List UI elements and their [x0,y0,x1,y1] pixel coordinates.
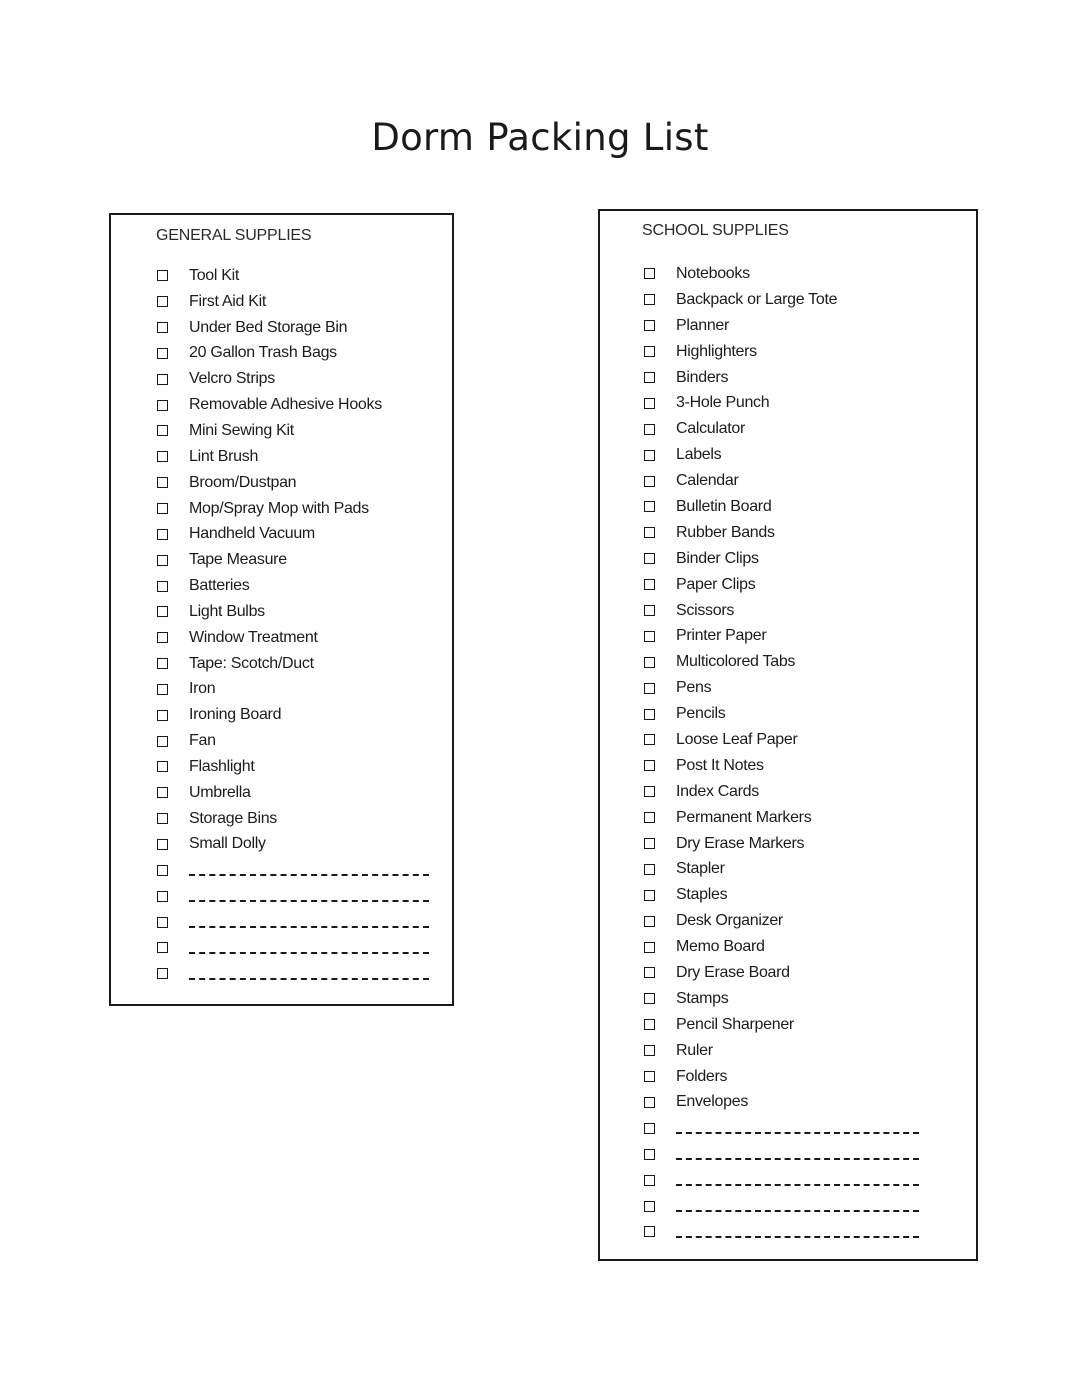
checkbox[interactable] [157,658,168,669]
item-label: Notebooks [676,264,750,282]
item-label: Batteries [189,577,250,595]
checklist-item [644,442,964,468]
item-label: 3-Hole Punch [676,394,770,412]
item-label: First Aid Kit [189,292,267,310]
checklist-item [644,287,964,313]
checkbox[interactable] [644,294,655,305]
checkbox[interactable] [644,476,655,487]
checkbox[interactable] [157,400,168,411]
checkbox[interactable] [157,503,168,514]
item-label: Bulletin Board [676,497,772,515]
item-label: Pencils [676,705,726,723]
general-supplies-list [157,263,437,987]
write-in-line[interactable] [189,874,429,876]
blank-checklist-item [644,1141,964,1167]
item-label: Light Bulbs [189,602,265,620]
checkbox[interactable] [644,760,655,771]
item-label: 20 Gallon Trash Bags [189,344,337,362]
checkbox[interactable] [644,1019,655,1030]
item-label: Mop/Spray Mop with Pads [189,499,369,517]
item-label: Calendar [676,472,739,490]
checkbox[interactable] [644,372,655,383]
checklist-item [644,572,964,598]
checklist-item [644,908,964,934]
item-label: Planner [676,316,730,334]
checkbox[interactable] [157,555,168,566]
checkbox[interactable] [644,1226,655,1237]
checkbox[interactable] [644,320,655,331]
checkbox[interactable] [157,917,168,928]
checkbox[interactable] [644,631,655,642]
blank-checklist-item [644,1115,964,1141]
item-label: Velcro Strips [189,370,275,388]
checklist-item [644,365,964,391]
item-label: Highlighters [676,342,757,360]
checklist-item [157,263,437,289]
checklist-item [157,392,437,418]
checkbox[interactable] [157,270,168,281]
write-in-line[interactable] [189,978,429,980]
checkbox[interactable] [157,632,168,643]
item-label: Handheld Vacuum [189,525,315,543]
checklist-item [644,261,964,287]
checklist-item [644,598,964,624]
checkbox[interactable] [157,684,168,695]
item-label: Stapler [676,860,725,878]
checkbox[interactable] [644,605,655,616]
item-label: Backpack or Large Tote [676,290,838,308]
checkbox[interactable] [157,813,168,824]
checkbox[interactable] [644,967,655,978]
checkbox[interactable] [644,1123,655,1134]
checkbox[interactable] [644,838,655,849]
item-label: Lint Brush [189,447,259,465]
blank-checklist-item [157,909,437,935]
checkbox[interactable] [644,734,655,745]
blank-checklist-item [644,1219,964,1245]
checklist-item [644,1064,964,1090]
checklist-item [644,649,964,675]
checkbox[interactable] [157,761,168,772]
item-label: Tool Kit [189,266,240,284]
checklist-item [157,780,437,806]
checklist-item [157,651,437,677]
checkbox[interactable] [644,398,655,409]
checklist-item [644,856,964,882]
checkbox[interactable] [644,579,655,590]
checkbox[interactable] [644,890,655,901]
checkbox[interactable] [644,501,655,512]
checkbox[interactable] [157,606,168,617]
item-label: Desk Organizer [676,912,783,930]
checkbox[interactable] [644,993,655,1004]
checkbox[interactable] [644,1175,655,1186]
checkbox[interactable] [644,786,655,797]
checkbox[interactable] [157,322,168,333]
checkbox[interactable] [157,451,168,462]
checklist-item [644,1038,964,1064]
checkbox[interactable] [644,1201,655,1212]
checklist-item [644,753,964,779]
item-label: Ruler [676,1041,713,1059]
item-label: Folders [676,1067,728,1085]
checkbox[interactable] [644,942,655,953]
checkbox[interactable] [644,1149,655,1160]
item-label: Paper Clips [676,575,756,593]
checklist-item [644,520,964,546]
write-in-line[interactable] [676,1210,919,1212]
checkbox[interactable] [644,812,655,823]
section-header: GENERAL SUPPLIES [156,227,312,244]
item-label: Removable Adhesive Hooks [189,396,382,414]
checkbox[interactable] [644,450,655,461]
checklist-item [644,727,964,753]
checkbox[interactable] [157,425,168,436]
item-label: Flashlight [189,757,255,775]
checkbox[interactable] [644,424,655,435]
checkbox[interactable] [157,942,168,953]
blank-checklist-item [157,883,437,909]
write-in-line[interactable] [189,900,429,902]
checklist-item [157,573,437,599]
write-in-line[interactable] [676,1236,919,1238]
checklist-item [644,882,964,908]
checklist-item [157,521,437,547]
item-label: Labels [676,446,722,464]
checklist-item [157,366,437,392]
checkbox[interactable] [644,1097,655,1108]
checklist-item [157,754,437,780]
checkbox[interactable] [157,787,168,798]
checklist-item [157,702,437,728]
item-label: Scissors [676,601,735,619]
checkbox[interactable] [157,348,168,359]
item-label: Binder Clips [676,549,759,567]
item-label: Multicolored Tabs [676,653,796,671]
item-label: Staples [676,886,728,904]
checklist-item [644,675,964,701]
item-label: Memo Board [676,938,765,956]
blank-checklist-item [157,961,437,987]
write-in-line[interactable] [189,952,429,954]
checkbox[interactable] [157,891,168,902]
checklist-item [644,701,964,727]
item-label: Printer Paper [676,627,767,645]
blank-checklist-item [157,935,437,961]
checkbox[interactable] [157,839,168,850]
checklist-item [157,470,437,496]
write-in-line[interactable] [676,1158,919,1160]
checkbox[interactable] [644,553,655,564]
item-label: Umbrella [189,783,251,801]
checkbox[interactable] [644,527,655,538]
item-label: Loose Leaf Paper [676,730,798,748]
checklist-item [644,960,964,986]
item-label: Fan [189,732,216,750]
school-supplies-section [598,209,978,1261]
checkbox[interactable] [644,268,655,279]
item-label: Post It Notes [676,756,764,774]
item-label: Pens [676,679,712,697]
item-label: Iron [189,680,216,698]
checklist-item [157,315,437,341]
checklist-item [157,289,437,315]
item-label: Permanent Markers [676,808,812,826]
item-label: Binders [676,368,729,386]
checklist-item [157,625,437,651]
checkbox[interactable] [157,710,168,721]
checklist-item [157,599,437,625]
checklist-item [644,831,964,857]
checklist-item [644,494,964,520]
checklist-item [644,339,964,365]
item-label: Broom/Dustpan [189,473,297,491]
item-label: Window Treatment [189,628,318,646]
item-label: Dry Erase Board [676,963,790,981]
blank-checklist-item [644,1167,964,1193]
checkbox[interactable] [157,374,168,385]
item-label: Pencil Sharpener [676,1015,794,1033]
general-supplies-section [109,213,454,1006]
item-label: Tape Measure [189,551,287,569]
checkbox[interactable] [157,968,168,979]
checklist-item [157,728,437,754]
checklist-item [157,418,437,444]
checkbox[interactable] [644,657,655,668]
checklist-item [157,832,437,858]
item-label: Ironing Board [189,706,282,724]
checkbox[interactable] [644,346,655,357]
checkbox[interactable] [157,581,168,592]
checklist-item [157,444,437,470]
item-label: Calculator [676,420,746,438]
checklist-item [644,468,964,494]
checklist-item [644,934,964,960]
checklist-item [157,341,437,367]
checklist-item [157,496,437,522]
checklist-item [644,1090,964,1116]
checklist-item [644,805,964,831]
checklist-item [157,677,437,703]
item-label: Stamps [676,989,729,1007]
checkbox[interactable] [644,1045,655,1056]
checklist-item [644,1012,964,1038]
checklist-item [644,546,964,572]
item-label: Mini Sewing Kit [189,421,294,439]
checkbox[interactable] [644,1071,655,1082]
blank-checklist-item [644,1193,964,1219]
checkbox[interactable] [157,529,168,540]
checklist-item [644,779,964,805]
item-label: Small Dolly [189,835,266,853]
item-label: Under Bed Storage Bin [189,318,348,336]
checklist-item [644,313,964,339]
write-in-line[interactable] [189,926,429,928]
item-label: Tape: Scotch/Duct [189,654,314,672]
write-in-line[interactable] [676,1132,919,1134]
page-title: Dorm Packing List [371,116,709,159]
blank-checklist-item [157,857,437,883]
checklist-item [157,806,437,832]
item-label: Envelopes [676,1093,749,1111]
item-label: Index Cards [676,782,759,800]
checkbox[interactable] [644,683,655,694]
checkbox[interactable] [157,477,168,488]
school-supplies-list [644,261,964,1245]
item-label: Dry Erase Markers [676,834,805,852]
checkbox[interactable] [644,709,655,720]
write-in-line[interactable] [676,1184,919,1186]
checkbox[interactable] [157,296,168,307]
checklist-item [157,547,437,573]
checkbox[interactable] [644,864,655,875]
checkbox[interactable] [157,736,168,747]
checkbox[interactable] [644,916,655,927]
checklist-item [644,986,964,1012]
checklist-item [644,416,964,442]
section-header: SCHOOL SUPPLIES [642,222,789,239]
item-label: Storage Bins [189,809,278,827]
checkbox[interactable] [157,865,168,876]
item-label: Rubber Bands [676,523,775,541]
checklist-item [644,390,964,416]
checklist-item [644,623,964,649]
